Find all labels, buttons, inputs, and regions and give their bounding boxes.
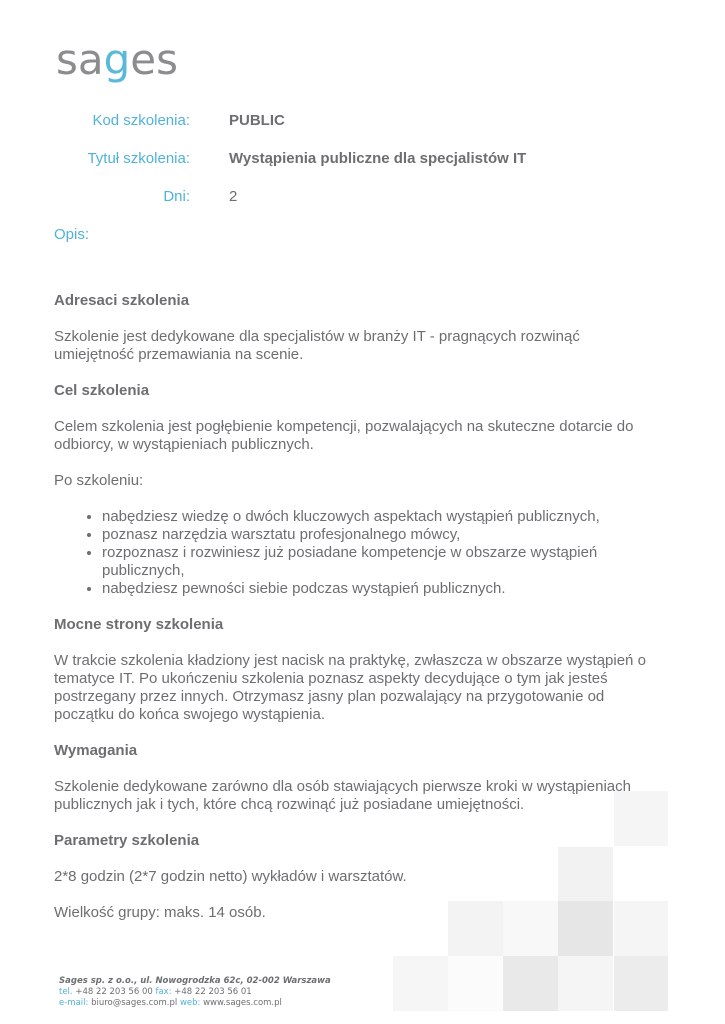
audience-heading: Adresaci szkolenia [54, 292, 190, 309]
requirements-heading: Wymagania [54, 742, 138, 759]
code-value: PUBLIC [229, 112, 285, 129]
sages-logo: sages [56, 35, 179, 84]
tel-label: tel. [59, 987, 73, 997]
code-label: Kod szkolenia: [92, 112, 190, 129]
fax-label: fax: [155, 987, 172, 997]
title-label: Tytuł szkolenia: [87, 150, 190, 167]
audience-text: Szkolenie jest dedykowane dla specjalistów w branży IT - pragnących rozwinąć umiejętność przemawiania na scenie. [54, 328, 580, 363]
main-content [54, 292, 664, 940]
deco-square [503, 956, 558, 1011]
parameters-heading: Parametry szkolenia [54, 832, 200, 849]
goal-text: Celem szkolenia jest pogłębienie kompetencji, pozwalających na skuteczne dotarcie do odbiorcy, w wystąpieniach publicznych. [54, 418, 634, 453]
list-item: • nabędziesz pewności siebie podczas wystąpień publicznych. [102, 580, 664, 598]
strengths-heading: Mocne strony szkolenia [54, 616, 224, 633]
email-label: e-mail: [59, 998, 89, 1008]
web-label: web: [179, 998, 201, 1008]
goal-heading: Cel szkolenia [54, 382, 150, 399]
requirements-text: Szkolenie dedykowane zarówno dla osób stawiających pierwsze kroki w wystąpieniach publicznych jak i tych, które chcą rozwinąć już posiadane umiejętności. [54, 778, 631, 813]
list-item: • rozpoznasz i rozwiniesz już posiadane kompetencje w obszarze wystąpień publicznych, [102, 544, 664, 580]
deco-square [558, 956, 613, 1011]
strengths-text: W trakcie szkolenia kładziony jest nacisk na praktykę, zwłaszcza w obszarze wystąpień o tematyce IT. Po ukończeniu szkolenia poznasz aspekty decydujące o tym jak jesteś postrzegany przez innych. Otrzymasz jasny plan pozwalający na przygotowanie od początku do końca swojego wystąpienia. [54, 652, 646, 723]
email-value[interactable]: biuro@sages.com.pl [91, 998, 178, 1008]
parameters-group-size: Wielkość grupy: maks. 14 osób. [54, 904, 266, 921]
list-item: • nabędziesz wiedzę o dwóch kluczowych aspektach wystąpień publicznych, [102, 508, 664, 526]
days-value: 2 [229, 188, 238, 205]
outcomes-list [54, 508, 664, 598]
footer-company: Sages sp. z o.o., ul. Nowogrodzka 62c, 02-002 Warszawa [59, 976, 331, 986]
list-item: • poznasz narzędzia warsztatu profesjonalnego mówcy, [102, 526, 664, 544]
after-training-text: Po szkoleniu: [54, 472, 144, 489]
days-label: Dni: [163, 188, 190, 205]
title-value: Wystąpienia publiczne dla specjalistów IT [229, 150, 527, 167]
deco-square [393, 956, 448, 1011]
parameters-hours: 2*8 godzin (2*7 godzin netto) wykładów i warsztatów. [54, 868, 407, 885]
web-value[interactable]: www.sages.com.pl [203, 998, 282, 1008]
fax-value: +48 22 203 56 01 [174, 987, 252, 997]
footer [59, 976, 331, 1009]
description-label: Opis: [54, 226, 90, 243]
deco-square [614, 956, 668, 1011]
deco-square [448, 956, 503, 1011]
tel-value: +48 22 203 56 00 [75, 987, 153, 997]
